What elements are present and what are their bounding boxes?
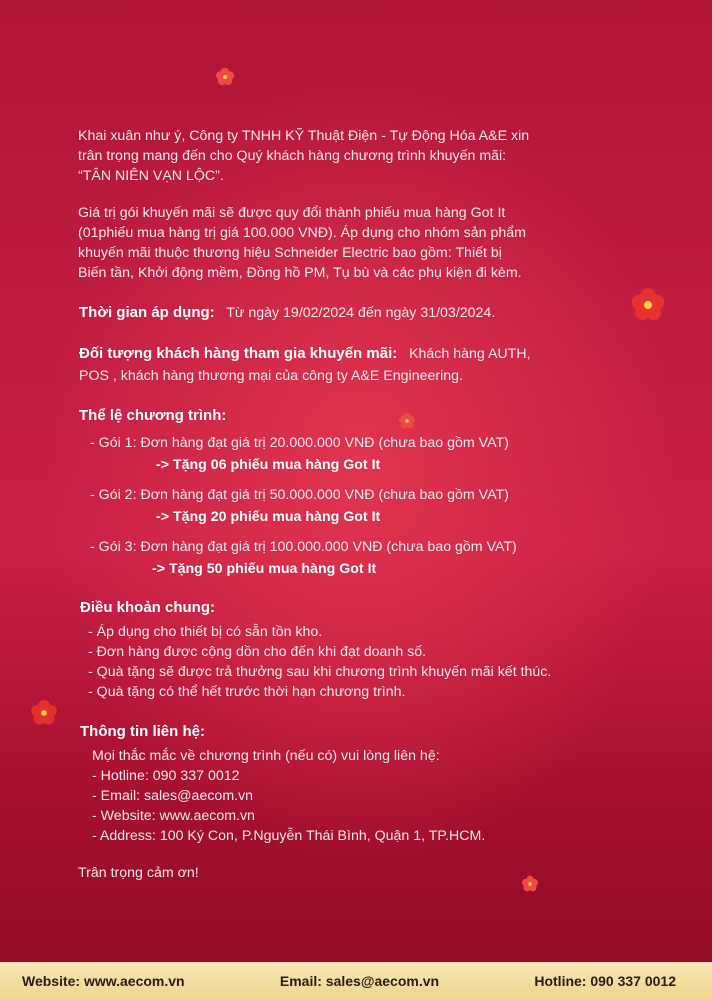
audience-line-2: POS , khách hàng thương mại của công ty A&E Engineering.	[79, 368, 463, 384]
contact-email[interactable]: - Email: sales@aecom.vn	[92, 788, 254, 804]
package-1-reward: -> Tặng 06 phiếu mua hàng Got It	[156, 457, 381, 473]
blossom-icon-right	[630, 287, 666, 323]
closing-text: Trân trọng cảm ơn!	[78, 865, 199, 881]
value-line-4: Biến tần, Khởi động mềm, Đồng hồ PM, Tụ bù và các phụ kiện đi kèm.	[78, 265, 522, 281]
period-row	[79, 303, 495, 323]
footer-website[interactable]: Website: www.aecom.vn	[22, 973, 185, 989]
intro-line-2: trân trọng mang đến cho Quý khách hàng chương trình khuyến mãi:	[78, 148, 507, 164]
intro-line-3: “TÂN NIÊN VẠN LỘC”.	[78, 168, 224, 184]
package-2-condition: - Gói 2: Đơn hàng đạt giá trị 50.000.000 VNĐ (chưa bao gồm VAT)	[90, 487, 509, 503]
terms-item: - Đơn hàng được cộng dồn cho đến khi đạt doanh số.	[88, 644, 427, 660]
contact-heading: Thông tin liên hệ:	[80, 723, 205, 740]
terms-item: - Áp dụng cho thiết bị có sẵn tồn kho.	[88, 624, 323, 640]
value-line-3: khuyến mãi thuộc thương hiệu Schneider Electric bao gồm: Thiết bị	[78, 245, 502, 261]
period-value: Từ ngày 19/02/2024 đến ngày 31/03/2024.	[226, 305, 496, 321]
contact-intro: Mọi thắc mắc về chương trình (nếu có) vui lòng liên hệ:	[92, 748, 440, 764]
intro-line-1: Khai xuân như ý, Công ty TNHH KỸ Thuật Điện - Tự Động Hóa A&E xin	[78, 128, 530, 144]
contact-hotline[interactable]: - Hotline: 090 337 0012	[92, 768, 240, 784]
rules-heading: Thể lệ chương trình:	[79, 407, 227, 424]
package-3-reward: -> Tặng 50 phiếu mua hàng Got It	[152, 561, 377, 577]
footer-hotline[interactable]: Hotline: 090 337 0012	[534, 973, 676, 989]
contact-address: - Address: 100 Ký Con, P.Nguyễn Thái Bình, Quận 1, TP.HCM.	[92, 828, 486, 844]
blossom-icon-bottom	[521, 875, 539, 893]
audience-value: Khách hàng AUTH,	[409, 346, 531, 362]
package-1-condition: - Gói 1: Đơn hàng đạt giá trị 20.000.000 VNĐ (chưa bao gồm VAT)	[90, 435, 509, 451]
blossom-icon-middle	[398, 412, 416, 430]
period-label: Thời gian áp dụng:	[79, 304, 215, 321]
blossom-icon-left	[30, 699, 58, 727]
terms-item: - Quà tặng có thể hết trước thời hạn chương trình.	[88, 684, 406, 700]
package-3-condition: - Gói 3: Đơn hàng đạt giá trị 100.000.000 VNĐ (chưa bao gồm VAT)	[90, 539, 517, 555]
terms-heading: Điều khoản chung:	[80, 599, 215, 616]
terms-item: - Quà tặng sẽ được trả thưởng sau khi chương trình khuyến mãi kết thúc.	[88, 664, 552, 680]
contact-website[interactable]: - Website: www.aecom.vn	[92, 808, 255, 824]
value-line-1: Giá trị gói khuyến mãi sẽ được quy đổi thành phiếu mua hàng Got It	[78, 205, 506, 221]
value-line-2: (01phiếu mua hàng trị giá 100.000 VNĐ). Áp dụng cho nhóm sản phẩm	[78, 225, 526, 241]
footer-email[interactable]: Email: sales@aecom.vn	[279, 973, 440, 989]
blossom-icon-top	[215, 67, 235, 87]
audience-label: Đối tượng khách hàng tham gia khuyến mãi:	[79, 345, 398, 362]
audience-row	[79, 344, 531, 364]
package-2-reward: -> Tặng 20 phiếu mua hàng Got It	[156, 509, 381, 525]
footer-bar	[0, 962, 712, 1000]
